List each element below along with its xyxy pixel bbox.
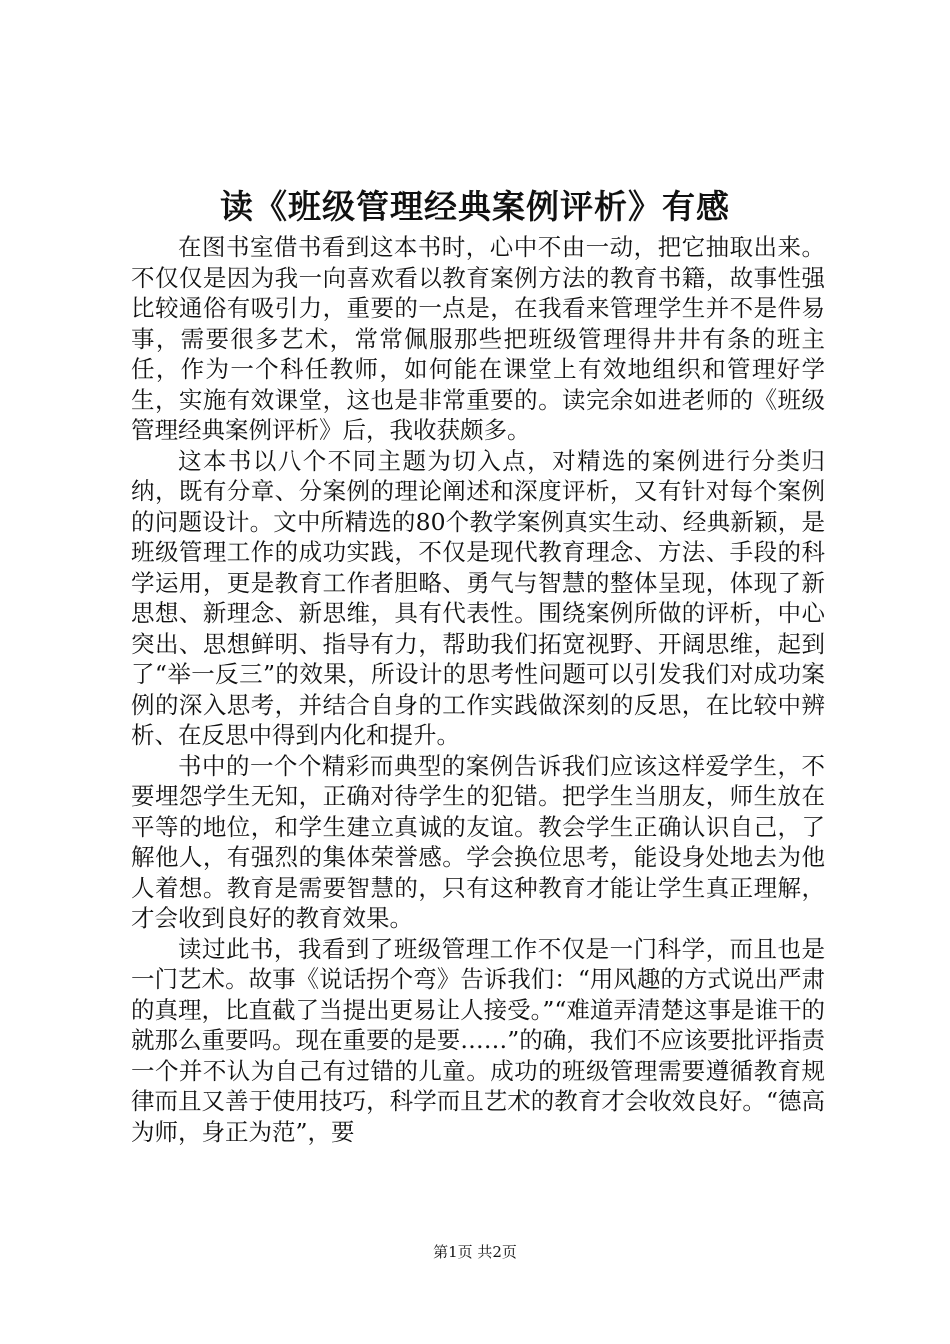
document-title: 读《班级管理经典案例评析》有感 bbox=[220, 187, 730, 226]
paragraph-3: 书中的一个个精彩而典型的案例告诉我们应该这样爱学生，不要埋怨学生无知，正确对待学生的犯错。把学生当朋友，师生放在平等的地位，和学生建立真诚的友谊。教会学生正确认识自己，了解他人，有强烈的集体荣誉感。学会换位思考，能设身处地去为他人着想。教育是需要智慧的，只有这种教育才能让学生真正理解，才会收到良好的教育效果。 bbox=[131, 751, 825, 932]
page-footer bbox=[0, 1241, 950, 1263]
paragraph-2: 这本书以八个不同主题为切入点，对精选的案例进行分类归纳，既有分章、分案例的理论阐述和深度评析，又有针对每个案例的问题设计。文中所精选的80个教学案例真实生动、经典新颖，是班级管理工作的成功实践，不仅是现代教育理念、方法、手段的科学运用，更是教育工作者胆略、勇气与智慧的整体呈现，体现了新思想、新理念、新思维，具有代表性。围绕案例所做的评析，中心突出、思想鲜明、指导有力，帮助我们拓宽视野、开阔思维，起到了“举一反三”的效果，所设计的思考性问题可以引发我们对成功案例的深入思考，并结合自身的工作实践做深刻的反思，在比较中辨析、在反思中得到内化和提升。 bbox=[131, 446, 825, 749]
page-number-label: 第1页 共2页 bbox=[433, 1243, 517, 1261]
paragraph-1: 在图书室借书看到这本书时，心中不由一动，把它抽取出来。不仅仅是因为我一向喜欢看以教育案例方法的教育书籍，故事性强比较通俗有吸引力，重要的一点是，在我看来管理学生并不是件易事，需要很多艺术，常常佩服那些把班级管理得井井有条的班主任，作为一个科任教师，如何能在课堂上有效地组织和管理好学生，实施有效课堂，这也是非常重要的。读完余如进老师的《班级管理经典案例评析》后，我收获颇多。 bbox=[131, 233, 825, 444]
paragraph-4: 读过此书，我看到了班级管理工作不仅是一门科学，而且也是一门艺术。故事《说话拐个弯》告诉我们：“用风趣的方式说出严肃的真理，比直截了当提出更易让人接受。”“难道弄清楚这事是谁干的就那么重要吗。现在重要的是要……”的确，我们不应该要批评指责一个并不认为自己有过错的儿童。成功的班级管理需要遵循教育规律而且又善于使用技巧，科学而且艺术的教育才会收效良好。“德高为师，身正为范”，要 bbox=[131, 934, 825, 1146]
document-body bbox=[131, 232, 825, 1147]
